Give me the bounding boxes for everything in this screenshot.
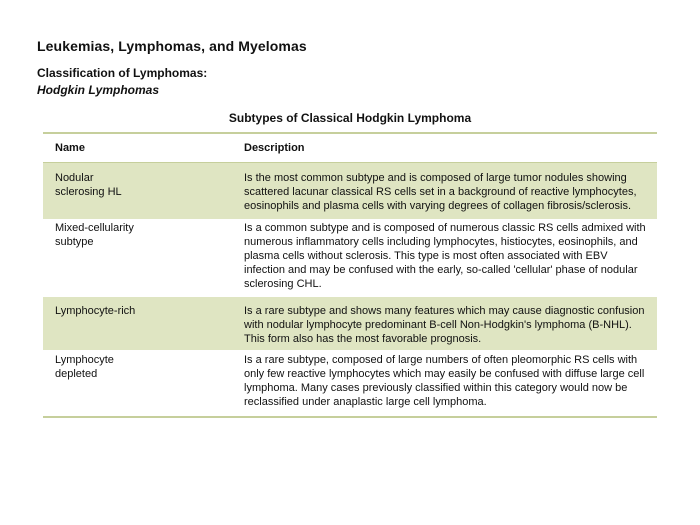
table-row: [43, 163, 657, 219]
row-description-cell: Is a common subtype and is composed of numerous classic RS cells admixed with numerous inflammatory cells including lymphocytes, histiocytes, eosinophils, and plasma cells without sclerosis. This type is most often associated with EBV infection and may be confused with the early, so-called 'cellular' phase of nodular sclerosing CHL.: [244, 222, 646, 290]
row-description-cell: Is a rare subtype and shows many features which may cause diagnostic confusion with nodular lymphocyte predominant B-cell Non-Hodgkin's lymphoma (B-NHL). This form also has the most favorable prognosis.: [244, 305, 645, 345]
table-row: [43, 297, 657, 350]
subtypes-table: [43, 132, 657, 418]
section-subtitle: Hodgkin Lymphomas: [37, 83, 160, 97]
section-title: Classification of Lymphomas:: [37, 66, 208, 80]
row-name-cell: Mixed-cellularity subtype: [55, 222, 134, 248]
row-name-cell: Lymphocyte-rich: [55, 305, 136, 317]
row-description-cell: Is a rare subtype, composed of large numbers of often pleomorphic RS cells with only few reactive lymphocytes which may easily be confused with diffuse large cell lymphoma. Many cases previously classified within this category would now be reclassified under anaplastic large cell lymphoma.: [244, 354, 645, 408]
page-title: Leukemias, Lymphomas, and Myelomas: [37, 38, 307, 54]
row-description-cell: Is the most common subtype and is composed of large tumor nodules showing scattered lacunar classical RS cells set in a background of reactive lymphocytes, eosinophils and plasma cells with varying degrees of collagen fibrosis/sclerosis.: [244, 172, 637, 212]
row-name-cell: Nodular sclerosing HL: [55, 172, 122, 198]
row-name-cell: Lymphocyte depleted: [55, 354, 114, 380]
table-row: [43, 350, 657, 416]
column-header-description: Description: [244, 142, 305, 154]
column-header-name: Name: [55, 142, 85, 154]
table-row: [43, 219, 657, 297]
table-header-row: [43, 134, 657, 163]
table-caption: Subtypes of Classical Hodgkin Lymphoma: [228, 111, 472, 125]
